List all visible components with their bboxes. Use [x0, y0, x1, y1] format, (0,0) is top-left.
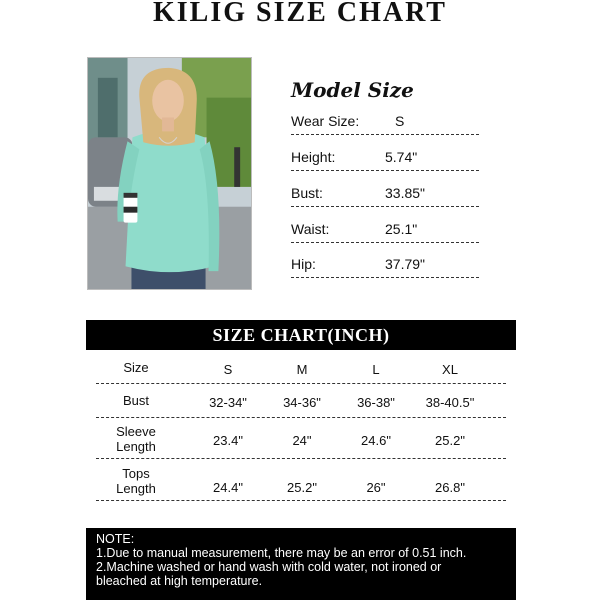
model-photo — [87, 57, 252, 290]
table-cell: 26.8" — [435, 480, 465, 495]
table-row-label: Length — [116, 481, 156, 496]
model-label: Waist: — [291, 221, 330, 237]
model-value: 25.1" — [385, 221, 418, 237]
table-header-cell: S — [223, 362, 233, 377]
table-row-label: Tops — [122, 466, 150, 481]
table-row-label: Length — [116, 439, 156, 454]
table-cell: 34-36" — [283, 395, 321, 410]
table-header-cell: Size — [123, 360, 149, 375]
dashed-divider — [96, 500, 506, 501]
size-chart-table — [96, 360, 506, 535]
table-cell: 24.4" — [213, 480, 243, 495]
dashed-divider — [291, 170, 479, 171]
table-cell: 24.6" — [361, 433, 391, 448]
table-cell: 25.2" — [435, 433, 465, 448]
model-row-height — [291, 149, 479, 171]
model-size-heading: Model Size — [291, 78, 414, 102]
table-header-cell: L — [372, 362, 380, 377]
note-line: bleached at high temperature. — [96, 574, 263, 588]
table-header-cell: XL — [442, 362, 458, 377]
model-row-hip — [291, 256, 479, 278]
note-heading: NOTE: — [96, 532, 135, 546]
dashed-divider — [291, 206, 479, 207]
model-row-wear-size — [291, 113, 479, 135]
model-row-waist — [291, 221, 479, 243]
dashed-divider — [96, 383, 506, 384]
size-chart-heading: SIZE CHART(INCH) — [86, 320, 516, 350]
model-value: S — [395, 113, 405, 129]
model-label: Wear Size: — [291, 113, 360, 129]
table-cell: 38-40.5" — [425, 395, 475, 410]
model-value: 5.74" — [385, 149, 418, 165]
table-cell: 26" — [366, 480, 386, 495]
model-label: Bust: — [291, 185, 323, 201]
table-cell: 23.4" — [213, 433, 243, 448]
model-label: Height: — [291, 149, 336, 165]
table-header-cell: M — [296, 362, 308, 377]
dashed-divider — [291, 242, 479, 243]
dashed-divider — [291, 277, 479, 278]
dashed-divider — [96, 417, 506, 418]
table-cell: 32-34" — [209, 395, 247, 410]
table-cell: 25.2" — [287, 480, 317, 495]
page-title: KILIG SIZE CHART — [153, 0, 447, 28]
note-line: 1.Due to manual measurement, there may be an error of 0.51 inch. — [96, 546, 467, 560]
model-value: 37.79" — [385, 256, 426, 272]
model-label: Hip: — [291, 256, 316, 272]
dashed-divider — [96, 458, 506, 459]
table-cell: 36-38" — [357, 395, 395, 410]
dashed-divider — [291, 134, 479, 135]
model-row-bust — [291, 185, 479, 207]
table-cell: 24" — [292, 433, 312, 448]
table-row-label: Sleeve — [116, 424, 156, 439]
note-box — [86, 528, 516, 600]
model-value: 33.85" — [385, 185, 426, 201]
table-row-label: Bust — [122, 393, 149, 408]
note-line: 2.Machine washed or hand wash with cold water, not ironed or — [96, 560, 442, 574]
